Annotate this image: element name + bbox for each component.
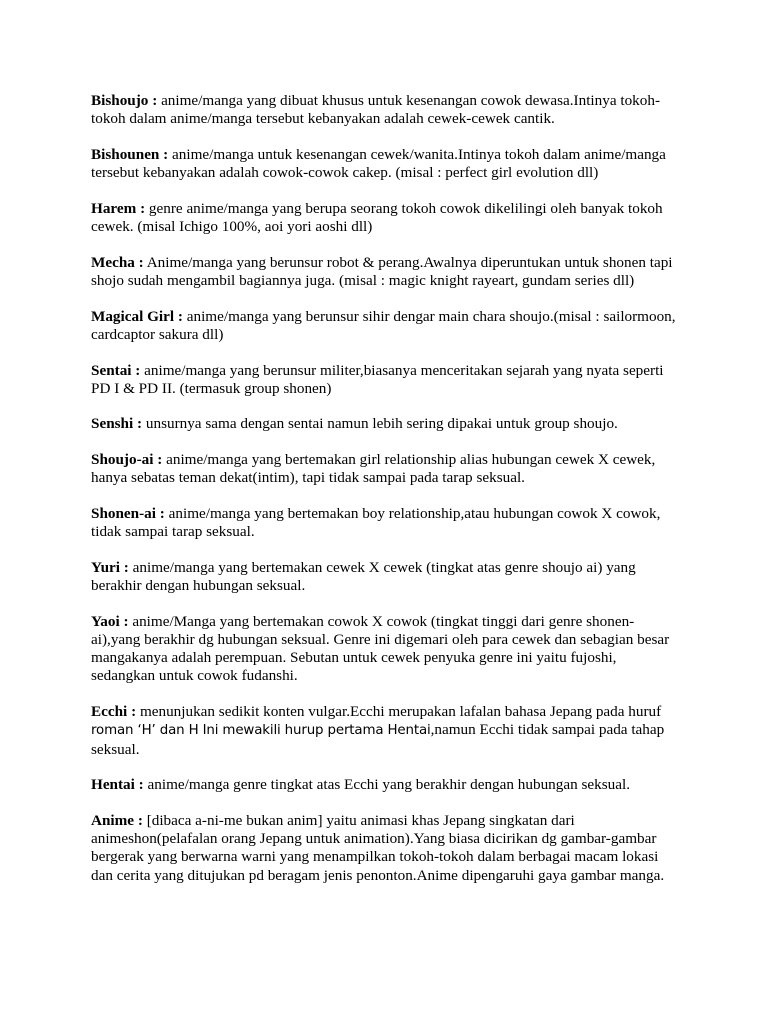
entry-bishounen (91, 146, 678, 182)
entry-sentai (91, 362, 678, 398)
term-magical-girl: Magical Girl : (91, 307, 183, 325)
term-harem: Harem : (91, 199, 146, 217)
definition-ecchi-part2: roman ‘H’ dan H Ini mewakili hurup pertama Hentai (91, 723, 431, 739)
entry-harem (91, 200, 678, 236)
term-shonen-ai: Shonen-ai : (91, 505, 165, 523)
term-sentai: Sentai : (91, 361, 141, 379)
term-yaoi: Yaoi : (91, 612, 129, 630)
entry-bishoujo (91, 92, 678, 128)
definition-magical-girl: anime/manga yang berunsur sihir dengar main chara shoujo.(misal : sailormoon, cardcaptor sakura dll) (91, 307, 676, 343)
definition-bishoujo: anime/manga yang dibuat khusus untuk kesenangan cowok dewasa.Intinya tokoh-tokoh dalam anime/manga tersebut kebanyakan adalah cewek-cewek cantik. (91, 92, 661, 128)
entry-magical-girl (91, 308, 678, 344)
term-senshi: Senshi : (91, 415, 143, 433)
term-yuri: Yuri : (91, 558, 129, 576)
definition-sentai: anime/manga yang berunsur militer,biasanya menceritakan sejarah yang nyata seperti PD I & PD II. (termasuk group shonen) (91, 361, 664, 397)
term-shoujo-ai: Shoujo-ai : (91, 451, 163, 469)
definition-ecchi-part1: menunjukan sedikit konten vulgar.Ecchi merupakan lafalan bahasa Jepang pada huruf (139, 703, 662, 721)
definition-senshi: unsurnya sama dengan sentai namun lebih sering dipakai untuk group shoujo. (145, 415, 618, 433)
entry-anime (91, 812, 678, 885)
entry-shonen-ai (91, 505, 678, 541)
definition-bishounen: anime/manga untuk kesenangan cewek/wanita.Intinya tokoh dalam anime/manga tersebut kebanyakan adalah cowok-cowok cakep. (misal : perfect girl evolution dll) (91, 145, 666, 182)
entry-ecchi (91, 703, 678, 759)
term-bishounen: Bishounen : (91, 145, 169, 163)
term-bishoujo: Bishoujo : (91, 92, 158, 109)
definition-harem: genre anime/manga yang berupa seorang tokoh cowok dikelilingi oleh banyak tokoh cewek. (misal Ichigo 100%, aoi yori aoshi dll) (91, 199, 663, 236)
term-hentai: Hentai : (91, 776, 144, 794)
definition-shonen-ai: anime/manga yang bertemakan boy relationship,atau hubungan cowok X cowok, tidak sampai tarap seksual. (91, 505, 661, 541)
entry-yuri (91, 559, 678, 595)
definition-shoujo-ai: anime/manga yang bertemakan girl relationship alias hubungan cewek X cewek, hanya sebatas teman dekat(intim), tapi tidak sampai pada tarap seksual. (91, 451, 656, 487)
definition-hentai: anime/manga genre tingkat atas Ecchi yang berakhir dengan hubungan seksual. (147, 776, 630, 794)
entry-senshi (91, 415, 678, 433)
definition-ecchi-part3: ,namun Ecchi tidak sampai pada tahap seksual. (91, 721, 665, 758)
term-mecha: Mecha : (91, 253, 144, 271)
definition-mecha: Anime/manga yang berunsur robot & perang.Awalnya diperuntukan untuk shonen tapi shojo sudah mengambil bagiannya juga. (misal : magic knight rayeart, gundam series dll) (91, 253, 673, 289)
definition-anime: [dibaca a-ni-me bukan anim] yaitu animasi khas Jepang singkatan dari animeshon(pelafalan orang Jepang untuk animation).Yang biasa dicirikan dg gambar-gambar bergerak yang berwarna warni yang menampilkan tokoh-tokoh dalam berbagai macam lokasi dan cerita yang ditujukan pd beragam jenis penonton.Anime dipengaruhi gaya gambar manga. (91, 811, 665, 884)
definition-yuri: anime/manga yang bertemakan cewek X cewek (tingkat atas genre shoujo ai) yang berakhir dengan hubungan seksual. (91, 558, 636, 595)
entry-hentai (91, 776, 678, 794)
entry-yaoi (91, 613, 678, 686)
entry-mecha (91, 254, 678, 290)
term-anime: Anime : (91, 811, 143, 829)
entry-shoujo-ai (91, 451, 678, 487)
definition-yaoi: anime/Manga yang bertemakan cowok X cowok (tingkat tinggi dari genre shonen-ai),yang berakhir dg hubungan seksual. Genre ini digemari oleh para cewek dan sebagian besar mangakanya adalah perempuan. Sebutan untuk cewek penyuka genre ini yaitu fujoshi, sedangkan untuk cowok fudanshi. (91, 612, 670, 685)
term-ecchi: Ecchi : (91, 703, 137, 721)
